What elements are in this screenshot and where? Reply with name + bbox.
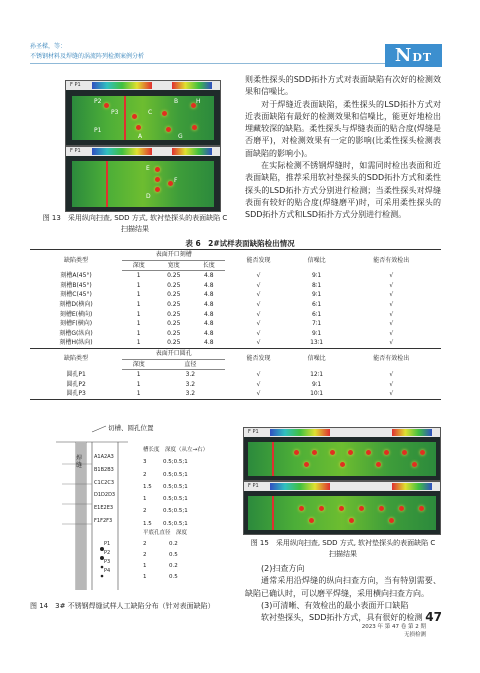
col-header: 信噪比	[292, 250, 342, 271]
col-header: 深度	[122, 260, 155, 271]
fig14-groove-labels: A1A2A3 B1B2B3 C1C2C3 D1D2D3 E1E2E3 F1F2F3	[94, 454, 116, 524]
table-6	[30, 249, 441, 400]
fig14-top-label: 切槽、圆孔位置	[108, 424, 154, 432]
table-row: 刻槽C(45°) 1 0.25 4.8 √ 9∶1 √	[60, 291, 394, 299]
table-row: 刻槽H(纵向) 1 0.25 4.8 √ 13∶1 √	[59, 339, 394, 347]
page-number: 47	[425, 610, 442, 624]
col-header: 信噪比	[292, 348, 342, 369]
running-header-title: 不锈钢材料及焊缝的涡流阵列检测案例分析	[30, 53, 145, 60]
defect-label: A	[138, 133, 143, 140]
figure-13-top-scan: F P1 P2 B H P3 C P1 A G	[65, 80, 221, 146]
fig14-groove-table: 槽长度 深度（从左→右） 3 0.5;0.5;1 2 0.5;0.5;1 1.5 0.5;0.5;1 1 0.5;0.5;1 2 0.5;0.5;1 1.5 0.5;0.5;1	[143, 447, 209, 527]
col-header: 宽度	[155, 260, 192, 271]
defect-label: P3	[111, 109, 119, 116]
col-header: 深度	[122, 359, 155, 370]
figure-15-caption: 图 15 采用纵向扫查, SDD 方式, 软衬垫探头的表面缺陷 C 扫描结果	[250, 539, 436, 558]
defect-label: G	[178, 133, 183, 140]
defect-label: D	[146, 193, 151, 200]
col-header: 表面开口刻槽	[122, 250, 225, 261]
col-header: 长度	[192, 260, 225, 271]
defect-label: P1	[94, 127, 102, 134]
table-row: 圆孔P3 1 3.2 √ 10∶1 √	[30, 389, 441, 399]
col-header: 直径	[155, 359, 225, 370]
figure-15-bottom-scan: F P1	[243, 481, 441, 535]
table-row: 刻槽D(横向) 1 0.25 4.8 √ 6∶1 √	[59, 300, 394, 308]
table-row: 刻槽B(45°) 1 0.25 4.8 √ 8∶1 √	[60, 281, 394, 289]
figure-14-caption: 图 14 3# 不锈钢焊缝试样人工缺陷分布（针对表面缺陷）	[30, 602, 215, 610]
col-header: 能否发现	[225, 348, 291, 369]
header-rule	[30, 63, 385, 64]
defect-label: F	[174, 177, 178, 184]
table-row: 刻槽A(45°) 1 0.25 4.8 √ 9∶1 √	[60, 271, 394, 280]
fig14-weld-label: 焊缝	[76, 455, 83, 469]
col-header: 能否发现	[225, 250, 291, 271]
defect-label: B	[174, 98, 179, 105]
running-header-authors: 孙圣樑，等：	[30, 43, 67, 50]
defect-label: H	[196, 98, 201, 105]
defect-label: P2	[94, 98, 102, 105]
figure-13-caption: 图 13 采用纵向扫查, SDD 方式, 软衬垫探头的表面缺陷 C 扫描结果	[42, 214, 228, 233]
col-header: 能否有效检出	[341, 250, 441, 271]
col-header: 缺陷类型	[30, 348, 122, 369]
col-header: 缺陷类型	[30, 250, 122, 271]
lower-right-text: (2)扫查方向 通常采用沿焊缝的纵向扫查方向，当有特别需要、缺陷已确认时，可以磨平焊缝，采用横向扫查方向。 (3)可清晰、有效检出的最小表面开口缺陷 软衬垫探头，SDD拓扑方式，具有很好的检测	[245, 564, 441, 623]
table-6-title: 表 6 2#试样表面缺陷检出情况	[185, 239, 295, 248]
table-row: 刻槽E(横向) 1 0.25 4.8 √ 6∶1 √	[59, 310, 394, 318]
table-row: 刻槽G(纵向) 1 0.25 4.8 √ 9∶1 √	[59, 329, 394, 337]
col-header: 能否有效检出	[341, 348, 441, 369]
table-row: 圆孔P1 1 3.2 √ 12∶1 √	[66, 370, 394, 379]
ndt-logo: NDT	[385, 44, 442, 67]
table-row: 圆孔P2 1 3.2 √ 9∶1 √	[66, 380, 394, 388]
right-column-text: 则柔性探头的SDD拓扑方式对表面缺陷有次好的检测效果和信噪比。 对于焊缝近表面缺陷，柔性探头的LSD拓扑方式对近表面缺陷有最好的检测效果和信噪比，能更好地检出埋藏较深的缺陷。柔性探头与焊缝表面的贴合度(焊缝是否磨平)，对检测效果有一定的影响(比柔性探头检测表面缺陷的影响小)。 在实际检测不锈钢焊缝时，如需同时检出表面和近表面缺陷，推荐采用软衬垫探头的SDD拓扑方式和柔性探头的LSD拓扑方式分别进行检测；当柔性探头对焊缝表面有较好的贴合度(焊缝磨平)时，可采用柔性探头的SDD拓扑方式和LSD拓扑方式分别进行检测。	[245, 75, 441, 220]
figure-15-top-scan: F P1	[243, 427, 441, 481]
figure-13-bottom-scan: F P1 E F D	[65, 146, 221, 212]
defect-label: E	[146, 165, 150, 172]
journal-issue: 2023 年 第 47 卷 第 2 期	[361, 624, 426, 630]
table-row: 刻槽F(横向) 1 0.25 4.8 √ 7∶1 √	[59, 320, 394, 328]
journal-name: 无损检测	[403, 632, 426, 638]
fig14-hole-table: 平底孔直径 深度 2 0.2 2 0.5 1 0.2 1 0.5	[143, 530, 188, 580]
defect-label: C	[148, 109, 153, 116]
col-header: 表面开口圆孔	[122, 348, 225, 359]
fig14-hole-labels: P1 P2 P3 P4	[104, 541, 111, 574]
